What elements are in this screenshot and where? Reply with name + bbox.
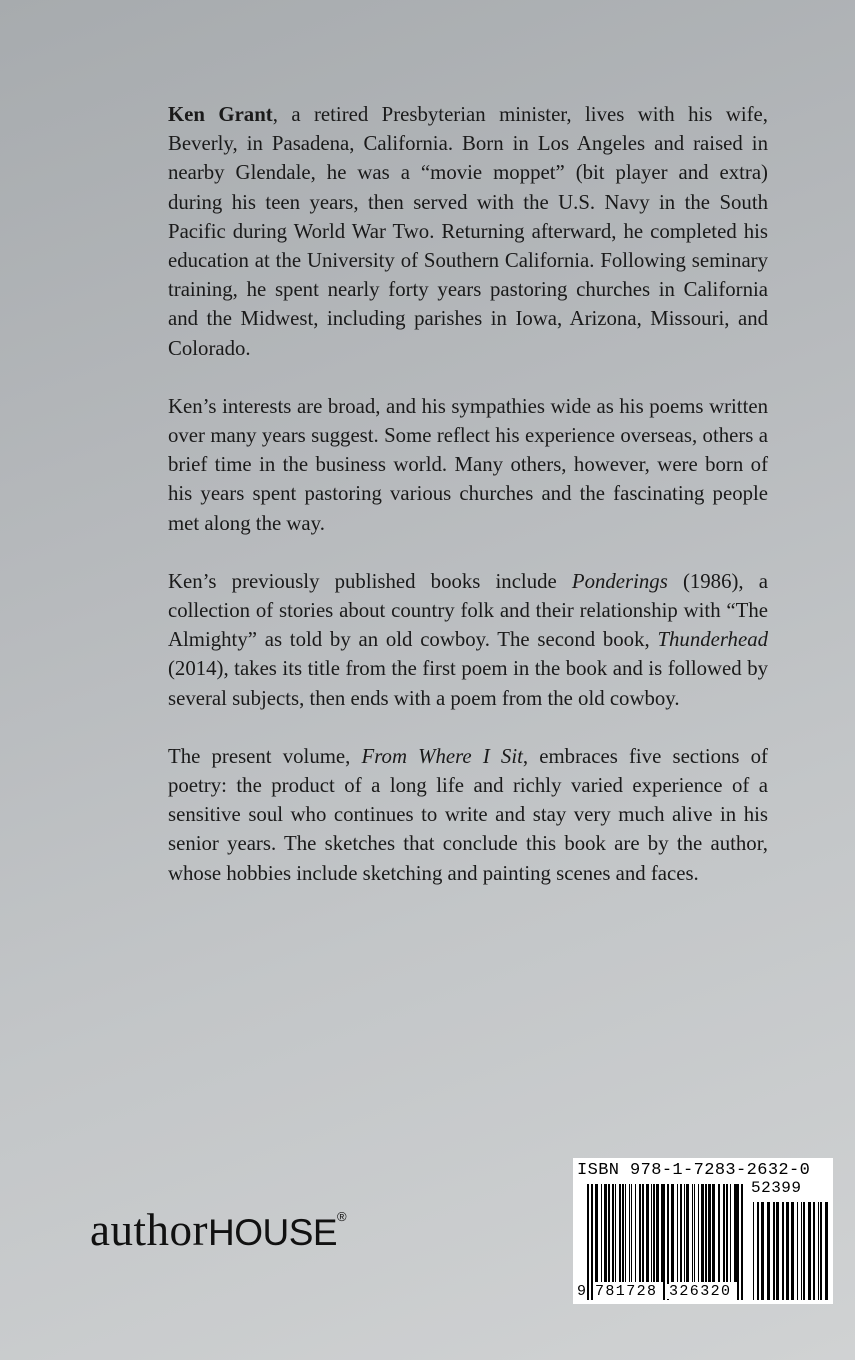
barcode-bar [615,1184,616,1282]
barcode-bar [625,1184,626,1282]
barcode-bar [801,1202,802,1300]
barcode-guard-bar [741,1184,743,1300]
barcode-bar [601,1184,602,1282]
barcode-guard-bar [737,1184,739,1300]
barcode-bar [622,1184,624,1282]
barcode-bar [595,1184,598,1282]
bio-paragraph-1-text: , a retired Presbyterian minister, lives with his wife, Beverly, in Pasadena, California. Born in Los Angeles and raised in nearby Glendale, he was a “movie moppet” (bit player and extra) during his teen years, then served with the U.S. Navy in the South Pacific during World War Two. Returning afterward, he completed his education at the University of Southern California. Following seminary training, he spent nearly forty years pastoring churches in California and the Midwest, including parishes in Iowa, Arizona, Missouri, and Colorado. [168,103,768,360]
barcode-bar [776,1202,779,1300]
barcode-bar [698,1184,699,1282]
barcode-lead-digit: 9 [577,1283,587,1300]
barcode-bar [786,1202,789,1300]
barcode-bar [619,1184,621,1282]
barcode-bar [712,1184,715,1282]
barcode-bar [818,1202,819,1300]
barcode-bar [761,1202,764,1300]
logo-house-text: HOUSE [207,1212,338,1253]
barcode-bar [692,1184,693,1282]
price-code: 52399 [751,1179,802,1197]
barcode-bar [825,1202,828,1300]
barcode-bar [734,1184,737,1282]
barcode-guard-bar [587,1184,589,1300]
registered-mark: ® [337,1209,347,1224]
barcode-bar [701,1184,704,1282]
barcode-bar [608,1184,610,1282]
barcode-bar [782,1202,784,1300]
barcode-bar [705,1184,707,1282]
barcode-bar [651,1184,652,1282]
isbn-text: ISBN 978-1-7283-2632-0 [577,1161,811,1180]
bio-paragraph-4: The present volume, From Where I Sit, embraces five sections of poetry: the product of a long life and richly varied experience of a sensitive soul who continues to write and stay very much alive in his senior years. The sketches that conclude this book are by the author, whose hobbies include sketching and painting scenes and faces. [168,744,768,885]
book-title-current: From Where I Sit [361,744,523,768]
book-title-thunderhead: Thunderhead [657,628,768,652]
barcode-bar [661,1184,663,1282]
barcode-bar [808,1202,811,1300]
barcode-bar [708,1184,711,1282]
barcode-bar [694,1184,695,1282]
barcode-bar [797,1202,798,1300]
barcode-guard-bar [591,1184,593,1300]
barcode-left-digits: 781728 [595,1283,658,1300]
barcode-bar [803,1202,805,1300]
barcode-bar [671,1184,674,1282]
barcode-bar [767,1202,770,1300]
barcode-bar [653,1184,655,1282]
barcode-guard-bar [663,1184,665,1300]
publisher-logo [90,1205,347,1255]
barcode-bar [820,1202,822,1300]
barcode-bar [642,1184,644,1282]
barcode-bar [791,1202,794,1300]
bio-paragraph-1 [168,100,768,363]
bio-paragraph-3: Ken’s previously published books include Ponderings (1986), a collection of stories about country folk and their relationship with “The Almighty” as told by an old cowboy. The second book, Thunderhead (2014), takes its title from the first poem in the book and is followed by several subjects, then ends with a poem from the old cowboy. [168,569,768,710]
barcode-bar [680,1184,682,1282]
barcode-bar [773,1202,775,1300]
logo-author-text: author [90,1205,208,1255]
barcode-bar [813,1202,815,1300]
barcode-bar [684,1184,685,1282]
author-name: Ken Grant [168,103,273,126]
barcode-bar [718,1184,720,1282]
barcode-bar [629,1184,630,1282]
barcode-bar [757,1202,759,1300]
barcode-bar [656,1184,659,1282]
barcode-bar [677,1184,678,1282]
author-bio [168,100,768,917]
barcode-bar [753,1202,754,1300]
barcode-bar [646,1184,649,1282]
barcode-bar [639,1184,641,1282]
book-title-ponderings: Ponderings [571,569,668,593]
barcode-bar [612,1184,614,1282]
barcode-bar [635,1184,636,1282]
barcode-bar [726,1184,728,1282]
barcode-right-digits: 326320 [669,1283,732,1300]
barcode-bar [730,1184,731,1282]
barcode-bar [604,1184,607,1282]
isbn-barcode [573,1158,833,1304]
barcode-bar [723,1184,725,1282]
barcode-bar [631,1184,632,1282]
barcode-bar [686,1184,689,1282]
bio-paragraph-2: Ken’s interests are broad, and his sympathies wide as his poems written over many years suggest. Some reflect his experience overseas, others a brief time in the business world. Many others, however, were born of his years spent pastoring various churches and the fascinating people met along the way. [168,394,768,535]
